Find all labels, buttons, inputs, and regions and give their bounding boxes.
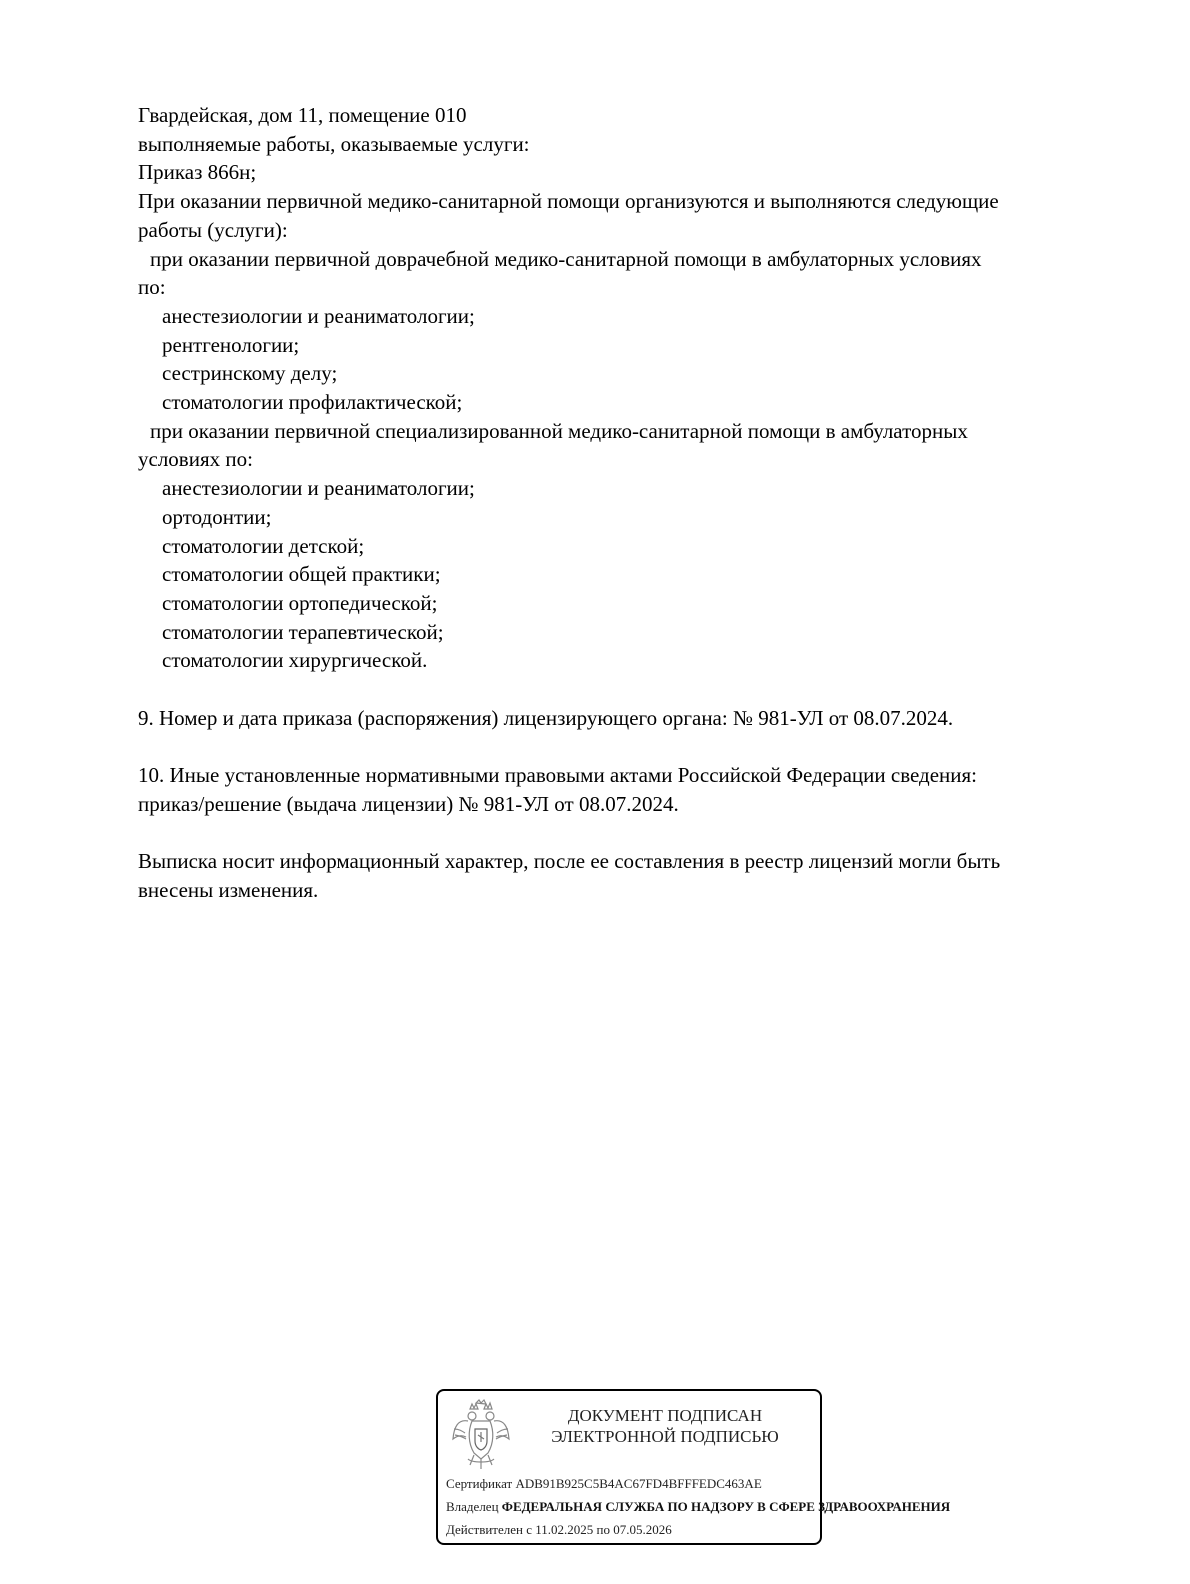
other-info-section: 10. Иные установленные нормативными правовыми актами Российской Федерации сведения: — [138, 763, 978, 788]
disclaimer: Выписка носит информационный характер, после ее составления в реестр лицензий могли быть — [138, 849, 1001, 874]
service-item: анестезиологии и реаниматологии; — [162, 303, 475, 328]
prehospital-heading: при оказании первичной доврачебной медико-санитарной помощи в амбулаторных условиях — [150, 246, 982, 271]
owner-label: Владелец — [446, 1499, 499, 1514]
primary-care-intro-cont: работы (услуги): — [138, 217, 288, 242]
order-number-section: 9. Номер и дата приказа (распоряжения) лицензирующего органа: № 981-УЛ от 08.07.2024. — [138, 705, 954, 730]
validity-row: Действителен с 11.02.2025 по 07.05.2026 — [446, 1522, 672, 1537]
certificate-label: Сертификат — [446, 1476, 513, 1491]
russian-coat-of-arms-icon — [450, 1399, 512, 1471]
service-item: стоматологии терапевтической; — [162, 619, 444, 644]
specialized-heading-cont: условиях по: — [138, 447, 253, 472]
service-item: ортодонтии; — [162, 504, 272, 529]
disclaimer-cont: внесены изменения. — [138, 877, 319, 902]
certificate-value: ADB91B925C5B4AC67FD4BFFFEDC463AE — [515, 1476, 762, 1491]
service-item: рентгенологии; — [162, 332, 300, 357]
service-item: стоматологии детской; — [162, 533, 365, 558]
document-body — [138, 101, 1118, 905]
specialized-heading: при оказании первичной специализированной медико-санитарной помощи в амбулаторных — [150, 418, 968, 443]
certificate-row — [446, 1476, 826, 1492]
signature-title — [534, 1405, 796, 1447]
service-item: сестринскому делу; — [162, 361, 338, 386]
spacer — [138, 675, 1118, 704]
service-item: стоматологии общей практики; — [162, 562, 441, 587]
owner-row — [446, 1499, 951, 1515]
service-item: анестезиологии и реаниматологии; — [162, 476, 475, 501]
service-item: стоматологии хирургической. — [162, 648, 428, 673]
electronic-signature-stamp — [436, 1389, 951, 1545]
service-item: стоматологии профилактической; — [162, 390, 463, 415]
address-line: Гвардейская, дом 11, помещение 010 — [138, 103, 467, 127]
signature-title-line2: ЭЛЕКТРОННОЙ ПОДПИСЬЮ — [551, 1427, 779, 1446]
owner-value: ФЕДЕРАЛЬНАЯ СЛУЖБА ПО НАДЗОРУ В СФЕРЕ ЗДРАВООХРАНЕНИЯ — [501, 1499, 951, 1514]
prehospital-heading-cont: по: — [138, 275, 166, 300]
signature-title-line1: ДОКУМЕНТ ПОДПИСАН — [567, 1406, 763, 1425]
works-heading: выполняемые работы, оказываемые услуги: — [138, 131, 530, 156]
spacer — [138, 732, 1118, 761]
spacer — [138, 819, 1118, 848]
service-item: стоматологии ортопедической; — [162, 590, 438, 615]
primary-care-intro: При оказании первичной медико-санитарной помощи организуются и выполняются следующие — [138, 189, 999, 214]
other-info-section-cont: приказ/решение (выдача лицензии) № 981-УЛ от 08.07.2024. — [138, 791, 679, 816]
order-reference: Приказ 866н; — [138, 160, 257, 185]
